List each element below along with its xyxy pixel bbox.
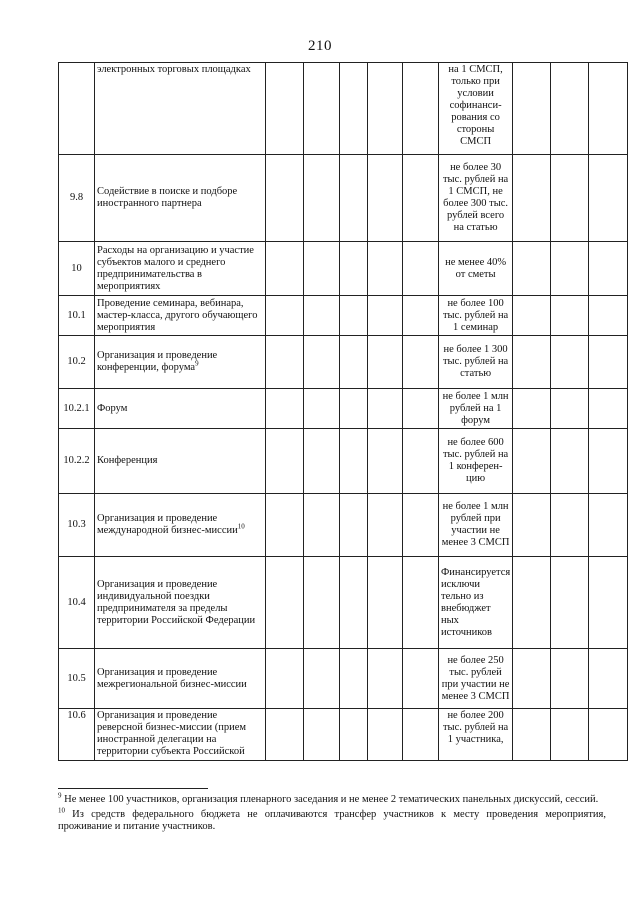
empty-cell [589,389,628,429]
page-number: 210 [308,38,332,54]
empty-cell [589,296,628,336]
row-number: 10.4 [59,557,95,649]
empty-cell [589,63,628,155]
empty-cell [513,155,551,242]
footnotes [58,791,606,836]
row-number: 10.1 [59,296,95,336]
footnote-ref: 10 [237,522,245,531]
empty-cell [403,296,439,336]
row-limit: не более 1 млн рублей при участии не менее 3 СМСП [439,494,513,557]
empty-cell [589,242,628,296]
table-row [59,494,628,557]
empty-cell [368,389,403,429]
empty-cell [513,494,551,557]
empty-cell [368,494,403,557]
row-name: Расходы на организацию и участие субъектов малого и среднего предпринимательства в мероприятиях [95,242,266,296]
empty-cell [551,296,589,336]
empty-cell [340,336,368,389]
footnote-ref: 9 [195,359,199,368]
empty-cell [304,557,340,649]
empty-cell [551,494,589,557]
empty-cell [403,336,439,389]
empty-cell [513,296,551,336]
empty-cell [304,389,340,429]
row-limit: не более 600 тыс. рублей на 1 конферен-цию [439,429,513,494]
empty-cell [551,336,589,389]
table-row [59,242,628,296]
empty-cell [340,63,368,155]
empty-cell [513,649,551,709]
table-row [59,429,628,494]
empty-cell [304,296,340,336]
empty-cell [589,649,628,709]
empty-cell [513,63,551,155]
empty-cell [340,494,368,557]
empty-cell [513,429,551,494]
empty-cell [403,494,439,557]
footnote-separator [58,788,208,789]
empty-cell [589,336,628,389]
empty-cell [266,336,304,389]
row-number: 10.3 [59,494,95,557]
empty-cell [513,389,551,429]
row-name: Организация и проведение конференции, форума$^9$ [95,336,266,389]
empty-cell [551,63,589,155]
row-number: 10 [59,242,95,296]
empty-cell [266,429,304,494]
row-name: Организация и проведение реверсной бизнес-миссии (прием иностранной делегации на территории субъекта Российской [95,709,266,761]
empty-cell [403,155,439,242]
row-name: Форум [95,389,266,429]
empty-cell [551,242,589,296]
empty-cell [266,242,304,296]
footnote-9: $^9$ Не менее 100 участников, организация пленарного заседания и не менее 2 тематических панельных дискуссий, сессий. [58,791,599,805]
empty-cell [266,709,304,761]
row-name: Организация и проведение межрегиональной бизнес-миссии [95,649,266,709]
row-number: 10.5 [59,649,95,709]
row-number [59,63,95,155]
empty-cell [403,709,439,761]
row-limit: не более 30 тыс. рублей на 1 СМСП, не более 300 тыс. рублей всего на статью [439,155,513,242]
empty-cell [266,557,304,649]
row-name: Конференция [95,429,266,494]
empty-cell [551,429,589,494]
row-limit: не более 1 300 тыс. рублей на статью [439,336,513,389]
table-row [59,296,628,336]
row-name: Проведение семинара, вебинара, мастер-класса, другого обучающего мероприятия [95,296,266,336]
row-limit: на 1 СМСП, только при условии софинанси-рования со стороны СМСП [439,63,513,155]
empty-cell [513,242,551,296]
empty-cell [368,242,403,296]
empty-cell [340,242,368,296]
empty-cell [304,63,340,155]
empty-cell [403,63,439,155]
empty-cell [513,336,551,389]
expenses-table [58,62,628,761]
row-limit: не менее 40% от сметы [439,242,513,296]
table-row [59,389,628,429]
empty-cell [340,709,368,761]
empty-cell [403,389,439,429]
empty-cell [589,557,628,649]
empty-cell [589,709,628,761]
row-limit: не более 100 тыс. рублей на 1 семинар [439,296,513,336]
empty-cell [368,429,403,494]
empty-cell [513,709,551,761]
empty-cell [368,63,403,155]
empty-cell [551,389,589,429]
row-name: Организация и проведение индивидуальной поездки предпринимателя за пределы территории Российской Федерации [95,557,266,649]
empty-cell [368,336,403,389]
empty-cell [368,296,403,336]
empty-cell [340,649,368,709]
empty-cell [403,242,439,296]
empty-cell [266,63,304,155]
empty-cell [304,242,340,296]
empty-cell [266,296,304,336]
row-name: Содействие в поиске и подборе иностранного партнера [95,155,266,242]
table-row [59,63,628,155]
empty-cell [589,429,628,494]
row-number: 10.2.2 [59,429,95,494]
empty-cell [403,557,439,649]
row-number: 10.6 [59,709,95,761]
empty-cell [266,494,304,557]
empty-cell [340,296,368,336]
empty-cell [266,649,304,709]
row-number: 10.2.1 [59,389,95,429]
row-number: 10.2 [59,336,95,389]
table-row [59,649,628,709]
empty-cell [551,155,589,242]
row-limit: не более 1 млн рублей на 1 форум [439,389,513,429]
table-row [59,336,628,389]
empty-cell [589,494,628,557]
empty-cell [551,557,589,649]
row-limit: не более 250 тыс. рублей при участии не менее 3 СМСП [439,649,513,709]
empty-cell [304,336,340,389]
table-row [59,709,628,761]
empty-cell [340,155,368,242]
row-number: 9.8 [59,155,95,242]
empty-cell [368,709,403,761]
row-limit: не более 200 тыс. рублей на 1 участника, [439,709,513,761]
empty-cell [266,155,304,242]
empty-cell [304,709,340,761]
empty-cell [403,649,439,709]
empty-cell [304,155,340,242]
empty-cell [403,429,439,494]
empty-cell [266,389,304,429]
empty-cell [340,389,368,429]
table-row [59,557,628,649]
empty-cell [304,649,340,709]
empty-cell [304,494,340,557]
empty-cell [589,155,628,242]
empty-cell [551,649,589,709]
empty-cell [551,709,589,761]
footnote-10: $^{10}$ Из средств федерального бюджета не оплачиваются трансфер участников к месту проведения мероприятия, проживание и питание участников. [58,806,606,832]
empty-cell [368,155,403,242]
empty-cell [513,557,551,649]
row-name: электронных торговых площадках [95,63,266,155]
empty-cell [340,557,368,649]
empty-cell [304,429,340,494]
row-name: Организация и проведение международной бизнес-миссии$^{10}$ [95,494,266,557]
empty-cell [368,557,403,649]
empty-cell [340,429,368,494]
table-row [59,155,628,242]
row-limit: Финансируется исключи тельно из внебюджет ных источников [439,557,513,649]
empty-cell [368,649,403,709]
